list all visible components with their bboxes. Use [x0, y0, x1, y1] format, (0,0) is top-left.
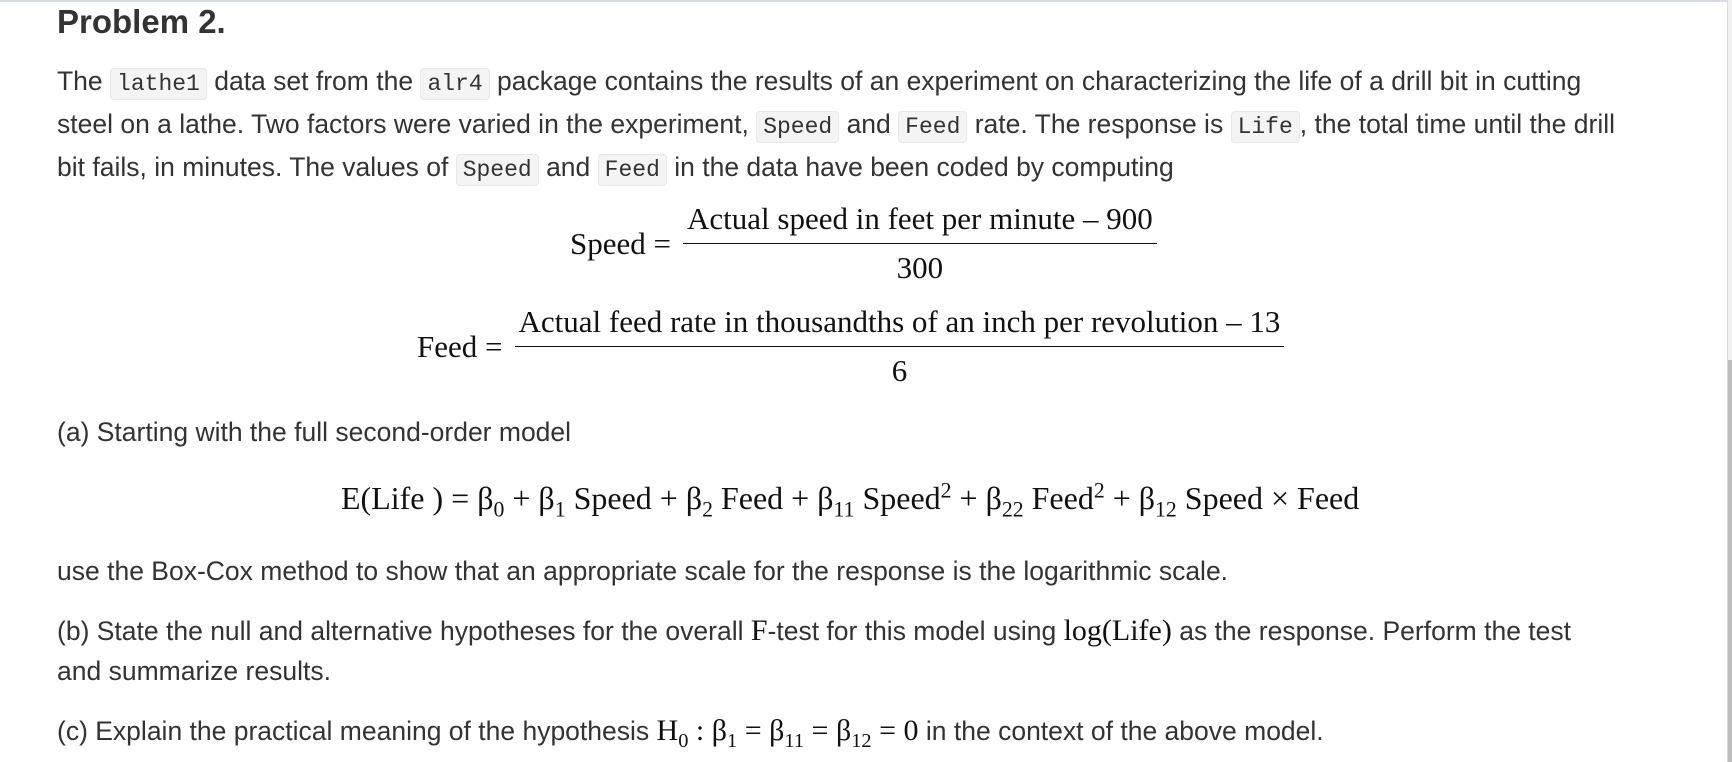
text: , the total time until the drill [1299, 109, 1615, 139]
intro-line-2 [57, 104, 1727, 147]
hyp-text: : β [688, 714, 727, 747]
text: in the data have been coded by computing [666, 152, 1174, 182]
model-text: Feed + β [712, 480, 834, 516]
h-symbol: H [656, 714, 679, 747]
part-b [57, 611, 1727, 691]
f-symbol: F [750, 614, 768, 647]
hyp-text: = 0 [871, 714, 919, 747]
subscript: 1 [554, 497, 566, 522]
subscript: 2 [702, 497, 713, 522]
subscript: 0 [678, 730, 689, 752]
hyp-text: = β [737, 714, 785, 747]
part-b-line-1 [57, 611, 1727, 651]
hyp-text: = β [804, 714, 852, 747]
speed-fraction [683, 201, 1157, 286]
code-package: alr4 [420, 68, 489, 100]
text: package contains the results of an experiment on characterizing the life of a drill bit in cutting [489, 66, 1582, 96]
subscript: 0 [493, 497, 505, 522]
text: (b) State the null and alternative hypotheses for the overall [57, 616, 751, 646]
part-c [57, 711, 1727, 751]
code-speed: Speed [756, 111, 839, 143]
scrollbar[interactable] [1727, 0, 1732, 762]
text: (c) Explain the practical meaning of the hypothesis [57, 716, 657, 746]
superscript: 2 [1093, 478, 1105, 503]
text: steel on a lathe. Two factors were varied in the experiment, [57, 109, 757, 139]
code-feed: Feed [898, 111, 967, 143]
code-dataset: lathe1 [110, 68, 207, 100]
top-border [0, 0, 1732, 2]
model-text: + β [1104, 480, 1156, 516]
text: rate. The response is [967, 109, 1231, 139]
speed-equation [570, 201, 1157, 286]
text: and [538, 152, 598, 182]
model-text: Speed × Feed [1176, 480, 1360, 516]
part-b-line-2: and summarize results. [57, 656, 331, 686]
feed-denominator: 6 [891, 353, 908, 388]
subscript: 1 [727, 730, 738, 752]
model-text: + β [951, 480, 1002, 516]
log-life: log(Life) [1063, 614, 1172, 647]
intro-line-1 [57, 61, 1727, 104]
scrollbar-thumb[interactable] [1728, 360, 1732, 762]
hypothesis [656, 714, 919, 752]
text: bit fails, in minutes. The values of [57, 152, 456, 182]
code-life: Life [1231, 111, 1300, 143]
subscript: 12 [851, 730, 872, 752]
intro-paragraph [57, 61, 1727, 190]
feed-numerator: Actual feed rate in thousandths of an inch per revolution – 13 [515, 304, 1285, 347]
model-text: E(Life ) = β [341, 480, 494, 516]
subscript: 11 [784, 730, 805, 752]
speed-numerator: Actual speed in feet per minute – 900 [683, 201, 1157, 244]
feed-fraction [515, 304, 1285, 389]
part-a-tail: use the Box-Cox method to show that an appropriate scale for the response is the logarithmic scale. [57, 556, 1229, 586]
subscript: 12 [1155, 497, 1177, 522]
subscript: 22 [1001, 497, 1024, 522]
code-speed: Speed [456, 154, 539, 186]
subscript: 11 [833, 497, 855, 522]
part-a-intro: (a) Starting with the full second-order model [57, 417, 572, 447]
model-text: Speed [854, 480, 941, 516]
feed-eq-lhs: Feed = [417, 328, 503, 364]
intro-line-3 [57, 147, 1727, 190]
text: and [839, 109, 899, 139]
speed-eq-lhs: Speed = [570, 225, 671, 261]
text: The [57, 66, 111, 96]
text: in the context of the above model. [918, 716, 1324, 746]
superscript: 2 [940, 478, 952, 503]
speed-denominator: 300 [896, 250, 944, 285]
text: as the response. Perform the test [1171, 616, 1572, 646]
model-text: + β [504, 480, 555, 516]
feed-equation [417, 304, 1284, 389]
problem-title: Problem 2. [57, 3, 226, 40]
model-text: Feed [1023, 480, 1094, 516]
second-order-model [341, 478, 1360, 522]
text: -test for this model using [767, 616, 1064, 646]
text: data set from the [206, 66, 421, 96]
model-text: Speed + β [565, 480, 703, 516]
code-feed: Feed [598, 154, 667, 186]
